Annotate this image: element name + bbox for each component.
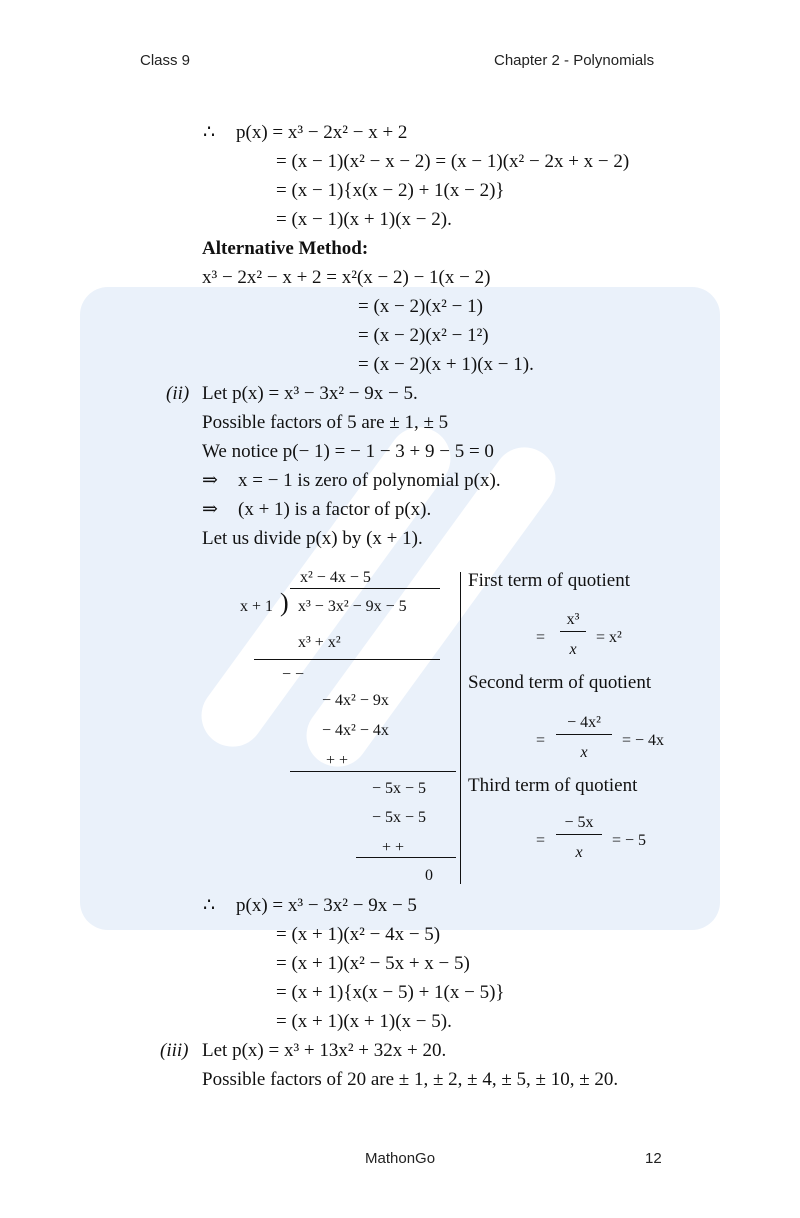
text-line: (x + 1) is a factor of p(x). — [238, 499, 432, 520]
text-line: x = − 1 is zero of polynomial p(x). — [238, 470, 501, 491]
note-numerator: x³ — [566, 611, 580, 628]
division-step: − 4x² − 4x — [322, 722, 389, 739]
division-dividend: x³ − 3x² − 9x − 5 — [298, 598, 407, 615]
therefore-sign: ∴ — [203, 895, 216, 916]
division-rule — [290, 771, 456, 772]
division-remainder: 0 — [425, 867, 433, 884]
note-result: = x² — [596, 629, 622, 646]
note-title: Second term of quotient — [468, 672, 652, 693]
note-numerator: − 5x — [564, 814, 594, 831]
text-line: Let p(x) = x³ − 3x² − 9x − 5. — [202, 383, 418, 404]
text-line: We notice p(− 1) = − 1 − 3 + 9 − 5 = 0 — [202, 441, 494, 462]
fraction-bar — [556, 834, 602, 835]
eq-line: p(x) = x³ − 2x² − x + 2 — [236, 122, 408, 143]
division-quotient: x² − 4x − 5 — [300, 569, 371, 586]
note-eq: = — [536, 832, 546, 849]
part-label: (iii) — [160, 1040, 189, 1061]
eq-line: p(x) = x³ − 3x² − 9x − 5 — [236, 895, 417, 916]
eq-line: = (x − 1)(x + 1)(x − 2). — [276, 209, 452, 230]
text-line: Let p(x) = x³ + 13x² + 32x + 20. — [202, 1040, 447, 1061]
header-class: Class 9 — [140, 52, 191, 69]
note-title: Third term of quotient — [468, 775, 638, 796]
note-denominator: x — [569, 641, 577, 658]
division-separator — [460, 572, 461, 884]
footer-page-number: 12 — [645, 1150, 662, 1167]
implies-sign: ⇒ — [202, 470, 218, 491]
note-eq: = — [536, 732, 546, 749]
note-denominator: x — [580, 744, 588, 761]
text-line: Let us divide p(x) by (x + 1). — [202, 528, 423, 549]
eq-line: = (x − 1)(x² − x − 2) = (x − 1)(x² − 2x + x − 2) — [276, 151, 630, 172]
note-title: First term of quotient — [468, 570, 631, 591]
note-eq: = — [536, 629, 546, 646]
fraction-bar — [560, 631, 586, 632]
division-step: − 5x − 5 — [372, 780, 427, 797]
note-result: = − 5 — [612, 832, 647, 849]
alt-method-heading: Alternative Method: — [202, 238, 369, 259]
eq-line: = (x − 2)(x² − 1) — [358, 296, 483, 317]
fraction-bar — [556, 734, 612, 735]
therefore-sign: ∴ — [203, 122, 216, 143]
division-signs: + + — [326, 752, 349, 769]
division-step: − 5x − 5 — [372, 809, 427, 826]
division-rule — [356, 857, 456, 858]
eq-line: = (x + 1)(x² − 5x + x − 5) — [276, 953, 470, 974]
division-signs: − − — [282, 666, 305, 683]
division-rule — [254, 659, 440, 660]
division-bracket: ) — [280, 588, 289, 617]
division-bar — [290, 588, 440, 589]
note-denominator: x — [575, 844, 583, 861]
text-line: Possible factors of 5 are ± 1, ± 5 — [202, 412, 449, 433]
eq-line: = (x + 1){x(x − 5) + 1(x − 5)} — [276, 982, 505, 1003]
eq-line: = (x + 1)(x + 1)(x − 5). — [276, 1011, 452, 1032]
division-step: − 4x² − 9x — [322, 692, 389, 709]
eq-line: = (x − 1){x(x − 2) + 1(x − 2)} — [276, 180, 505, 201]
note-numerator: − 4x² — [567, 714, 601, 731]
text-line: Possible factors of 20 are ± 1, ± 2, ± 4, ± 5, ± 10, ± 20. — [202, 1069, 619, 1090]
eq-line: = (x − 2)(x + 1)(x − 1). — [358, 354, 534, 375]
division-signs: + + — [382, 839, 405, 856]
eq-line: = (x − 2)(x² − 1²) — [358, 325, 489, 346]
division-divisor: x + 1 — [240, 598, 274, 615]
note-result: = − 4x — [622, 732, 665, 749]
eq-line: x³ − 2x² − x + 2 = x²(x − 2) − 1(x − 2) — [202, 267, 491, 288]
part-label: (ii) — [166, 383, 190, 404]
implies-sign: ⇒ — [202, 499, 218, 520]
footer-brand: MathonGo — [365, 1150, 436, 1167]
eq-line: = (x + 1)(x² − 4x − 5) — [276, 924, 441, 945]
header-chapter: Chapter 2 - Polynomials — [494, 52, 655, 69]
division-step: x³ + x² — [298, 634, 341, 651]
